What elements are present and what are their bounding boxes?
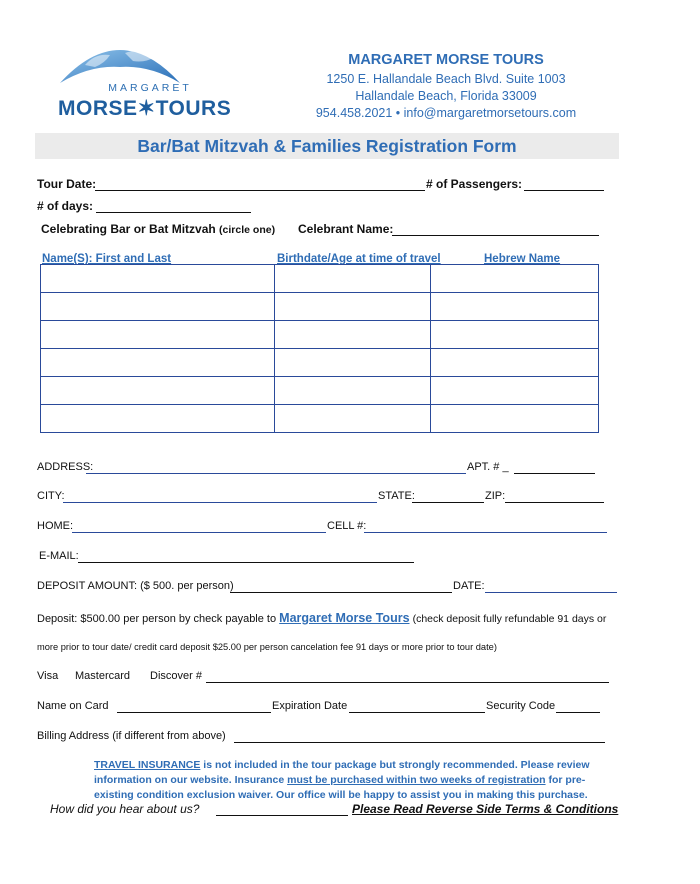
hebrew-name-cell[interactable]: [431, 349, 599, 377]
logo-top-text: MARGARET: [108, 82, 192, 94]
passengers-label: # of Passengers:: [426, 177, 523, 191]
card-number-field[interactable]: [206, 682, 609, 683]
address-label: ADDRESS:: [37, 461, 94, 473]
birthdate-cell[interactable]: [274, 321, 431, 349]
state-label: STATE:: [378, 490, 415, 502]
table-row: [41, 321, 599, 349]
birthdate-cell[interactable]: [274, 349, 431, 377]
insurance-text1: is not included in the tour package but strongly recommended. Please review information on our website. Insurance: [94, 759, 590, 786]
state-field[interactable]: [412, 502, 484, 503]
tour-date-field[interactable]: [95, 190, 425, 191]
deposit-terms: [37, 611, 606, 625]
deposit-terms-line2: more prior to tour date/ credit card deposit $25.00 per person cancelation fee 91 days or more prior to tour date): [37, 642, 497, 652]
name-on-card-label: Name on Card: [37, 700, 109, 712]
passenger-table: [40, 264, 599, 433]
apt-field[interactable]: [514, 473, 595, 474]
days-label: # of days:: [37, 199, 94, 213]
table-header-hebrew: Hebrew Name: [484, 253, 561, 265]
reverse-side-note: Please Read Reverse Side Terms & Conditions: [352, 802, 619, 816]
company-address-line1: 1250 E. Hallandale Beach Blvd. Suite 1003: [326, 72, 566, 86]
form-title: Bar/Bat Mitzvah & Families Registration Form: [137, 136, 517, 156]
city-field[interactable]: [63, 502, 377, 503]
email-field[interactable]: [78, 562, 414, 563]
name-cell[interactable]: [41, 293, 275, 321]
hebrew-name-cell[interactable]: [431, 405, 599, 433]
cell-phone-label: CELL #:: [327, 520, 367, 532]
hebrew-name-cell[interactable]: [431, 293, 599, 321]
home-phone-field[interactable]: [72, 532, 326, 533]
birthdate-cell[interactable]: [274, 405, 431, 433]
insurance-text2: for pre-existing condition exclusion waiver. Our office will be happy to assist you in making this purchase.: [94, 774, 588, 801]
company-name: MARGARET MORSE TOURS: [348, 52, 544, 68]
deposit-terms-suffix: (check deposit fully refundable 91 days or: [412, 613, 607, 625]
security-code-label: Security Code: [486, 700, 556, 712]
home-phone-label: HOME:: [37, 520, 74, 532]
date-field[interactable]: [485, 592, 617, 593]
celebrant-field[interactable]: [392, 235, 599, 236]
mastercard-option[interactable]: Mastercard: [75, 670, 131, 682]
table-row: [41, 377, 599, 405]
how-heard-field[interactable]: [216, 815, 348, 816]
discover-label[interactable]: Discover #: [150, 670, 202, 682]
table-row: [41, 293, 599, 321]
company-contact: 954.458.2021 • info@margaretmorsetours.com: [315, 106, 577, 120]
celebrating-label[interactable]: Celebrating Bar or Bat Mitzvah: [41, 222, 216, 236]
logo-main-text: MORSE✶TOURS: [58, 97, 232, 120]
celebrant-label: Celebrant Name:: [298, 222, 394, 236]
table-row: [41, 349, 599, 377]
billing-address-field[interactable]: [234, 742, 605, 743]
celebrating-row: [41, 222, 275, 236]
name-cell[interactable]: [41, 377, 275, 405]
deposit-terms-prefix: Deposit: $500.00 per person by check payable to: [37, 613, 277, 625]
visa-option[interactable]: Visa: [37, 670, 59, 682]
days-field[interactable]: [96, 212, 251, 213]
name-cell[interactable]: [41, 405, 275, 433]
deposit-amount-label: DEPOSIT AMOUNT: ($ 500. per person): [37, 580, 234, 592]
how-heard-label: How did you hear about us?: [50, 802, 200, 816]
hebrew-name-cell[interactable]: [431, 377, 599, 405]
table-header-birthdate: Birthdate/Age at time of travel: [277, 253, 441, 265]
apt-label: APT. # _: [467, 461, 509, 473]
globe-logo-icon: [55, 35, 185, 85]
cell-phone-field[interactable]: [364, 532, 607, 533]
birthdate-cell[interactable]: [274, 265, 431, 293]
insurance-deadline: must be purchased within two weeks of registration: [287, 774, 546, 786]
name-cell[interactable]: [41, 349, 275, 377]
name-cell[interactable]: [41, 265, 275, 293]
zip-field[interactable]: [505, 502, 604, 503]
table-row: [41, 265, 599, 293]
birthdate-cell[interactable]: [274, 293, 431, 321]
date-label: DATE:: [453, 580, 485, 592]
name-cell[interactable]: [41, 321, 275, 349]
circle-one-note: (circle one): [219, 224, 276, 236]
payee-link[interactable]: Margaret Morse Tours: [279, 611, 410, 625]
address-field[interactable]: [86, 473, 466, 474]
billing-address-label: Billing Address (if different from above): [37, 730, 226, 742]
table-row: [41, 405, 599, 433]
security-code-field[interactable]: [556, 712, 600, 713]
expiration-label: Expiration Date: [272, 700, 348, 712]
insurance-heading: TRAVEL INSURANCE: [94, 759, 201, 771]
company-address-line2: Hallandale Beach, Florida 33009: [355, 89, 537, 103]
hebrew-name-cell[interactable]: [431, 265, 599, 293]
table-header-name: Name(S): First and Last: [42, 253, 172, 265]
hebrew-name-cell[interactable]: [431, 321, 599, 349]
tour-date-label: Tour Date:: [37, 177, 97, 191]
expiration-field[interactable]: [349, 712, 485, 713]
name-on-card-field[interactable]: [117, 712, 271, 713]
city-label: CITY:: [37, 490, 65, 502]
email-label: E-MAIL:: [39, 550, 79, 562]
deposit-amount-field[interactable]: [230, 592, 452, 593]
passengers-field[interactable]: [524, 190, 604, 191]
birthdate-cell[interactable]: [274, 377, 431, 405]
insurance-notice: [94, 758, 614, 803]
zip-label: ZIP:: [485, 490, 506, 502]
